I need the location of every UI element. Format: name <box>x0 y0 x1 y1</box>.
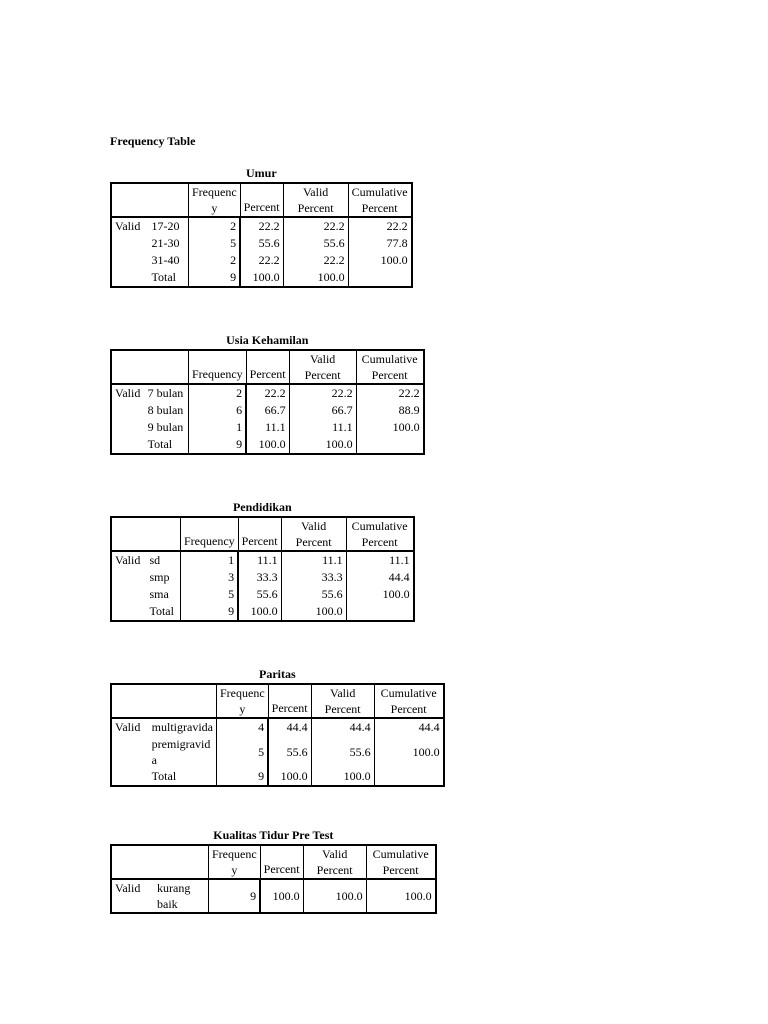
cell-cumulative-percent: 11.1 <box>346 551 414 569</box>
row-label: 7 bulan <box>147 386 184 400</box>
table-row <box>111 402 424 419</box>
cell-frequency: 2 <box>189 384 247 402</box>
table-row <box>111 569 414 586</box>
cell-cumulative-percent: 77.8 <box>348 235 412 252</box>
cell-valid-percent: 66.7 <box>289 402 356 419</box>
cell-frequency: 1 <box>181 551 239 569</box>
row-label: 31-40 <box>151 253 180 267</box>
cell-valid-percent: 22.2 <box>283 252 348 269</box>
row-label: kurang baik <box>157 881 191 911</box>
cell-frequency: 9 <box>209 879 261 913</box>
table-grid <box>110 349 425 455</box>
header-percent: Percent <box>260 845 303 879</box>
table-row <box>111 419 424 436</box>
table-title: Pendidikan <box>232 500 292 514</box>
cell-valid-percent: 55.6 <box>311 736 374 768</box>
cell-percent: 55.6 <box>240 235 283 252</box>
header-corner <box>111 517 181 551</box>
row-group-label: Valid <box>115 881 141 895</box>
cell-frequency: 5 <box>217 736 269 768</box>
header-corner <box>111 684 217 718</box>
cell-percent: 22.2 <box>246 384 289 402</box>
freq-table-usia-kehamilan <box>110 333 425 455</box>
cell-percent: 55.6 <box>238 586 281 603</box>
cell-percent: 100.0 <box>260 879 303 913</box>
cell-cumulative-percent: 88.9 <box>356 402 424 419</box>
header-cumulative-percent: Cumulative Percent <box>374 684 444 718</box>
table-title: Usia Kehamilan <box>226 333 309 347</box>
cell-valid-percent: 11.1 <box>281 551 346 569</box>
cell-percent: 11.1 <box>246 419 289 436</box>
freq-table-paritas <box>110 667 445 787</box>
table-row <box>111 252 412 269</box>
header-frequency: Frequenc y <box>217 684 269 718</box>
cell-percent: 66.7 <box>246 402 289 419</box>
header-percent: Percent <box>246 350 289 384</box>
cell-percent: 100.0 <box>246 436 289 454</box>
header-corner <box>111 845 209 879</box>
cell-frequency: 9 <box>189 269 241 287</box>
table-row <box>111 768 444 786</box>
table-title: Kualitas Tidur Pre Test <box>213 828 334 842</box>
cell-cumulative-percent <box>356 436 424 454</box>
cell-percent: 100.0 <box>268 768 311 786</box>
header-percent: Percent <box>238 517 281 551</box>
table-row <box>111 718 444 736</box>
row-label: Total <box>151 270 176 284</box>
cell-cumulative-percent: 44.4 <box>374 718 444 736</box>
row-label: sd <box>149 553 161 567</box>
header-cumulative-percent: Cumulative Percent <box>348 183 412 217</box>
cell-valid-percent: 100.0 <box>289 436 356 454</box>
header-cumulative-percent: Cumulative Percent <box>346 517 414 551</box>
table-grid <box>110 516 415 622</box>
row-label: premigravid a <box>151 737 211 767</box>
row-group-label: Valid <box>115 720 141 734</box>
header-cumulative-percent: Cumulative Percent <box>366 845 436 879</box>
cell-cumulative-percent: 22.2 <box>356 384 424 402</box>
cell-cumulative-percent <box>348 269 412 287</box>
page-heading: Frequency Table <box>110 134 196 148</box>
row-label: Total <box>151 769 177 783</box>
cell-valid-percent: 55.6 <box>281 586 346 603</box>
table-row <box>111 235 412 252</box>
cell-frequency: 1 <box>189 419 247 436</box>
row-group-label: Valid <box>115 553 141 567</box>
table-grid <box>110 844 437 914</box>
cell-frequency: 9 <box>181 603 239 621</box>
table-row <box>111 879 436 913</box>
cell-valid-percent: 22.2 <box>283 217 348 235</box>
table-row <box>111 586 414 603</box>
row-group-label: Valid <box>115 219 141 233</box>
row-label: Total <box>149 604 174 618</box>
header-corner <box>111 350 189 384</box>
row-label: multigravida <box>151 720 213 734</box>
row-group-label: Valid <box>115 386 141 400</box>
cell-percent: 44.4 <box>268 718 311 736</box>
header-percent: Percent <box>240 183 283 217</box>
cell-percent: 11.1 <box>238 551 281 569</box>
cell-cumulative-percent <box>374 768 444 786</box>
cell-valid-percent: 44.4 <box>311 718 374 736</box>
table-grid <box>110 182 413 288</box>
cell-cumulative-percent: 100.0 <box>356 419 424 436</box>
header-valid-percent: Valid Percent <box>281 517 346 551</box>
cell-valid-percent: 100.0 <box>281 603 346 621</box>
header-corner <box>111 183 189 217</box>
cell-percent: 33.3 <box>238 569 281 586</box>
cell-cumulative-percent: 22.2 <box>348 217 412 235</box>
cell-valid-percent: 22.2 <box>289 384 356 402</box>
cell-cumulative-percent <box>346 603 414 621</box>
cell-frequency: 5 <box>181 586 239 603</box>
cell-cumulative-percent: 100.0 <box>348 252 412 269</box>
cell-valid-percent: 33.3 <box>281 569 346 586</box>
header-frequency: Frequency <box>189 350 247 384</box>
cell-cumulative-percent: 44.4 <box>346 569 414 586</box>
row-label: 21-30 <box>151 236 180 250</box>
cell-frequency: 9 <box>217 768 269 786</box>
freq-table-umur <box>110 166 413 288</box>
cell-frequency: 2 <box>189 217 241 235</box>
header-frequency: Frequenc y <box>189 183 241 217</box>
header-valid-percent: Valid Percent <box>311 684 374 718</box>
cell-valid-percent: 11.1 <box>289 419 356 436</box>
table-grid <box>110 683 445 787</box>
cell-cumulative-percent: 100.0 <box>366 879 436 913</box>
cell-percent: 55.6 <box>268 736 311 768</box>
header-frequency: Frequenc y <box>209 845 261 879</box>
row-label: 9 bulan <box>147 420 184 434</box>
header-valid-percent: Valid Percent <box>283 183 348 217</box>
cell-cumulative-percent: 100.0 <box>346 586 414 603</box>
cell-frequency: 4 <box>217 718 269 736</box>
row-label: Total <box>147 437 173 451</box>
row-label: 17-20 <box>151 219 180 233</box>
cell-valid-percent: 100.0 <box>283 269 348 287</box>
row-label: sma <box>149 587 169 601</box>
table-row <box>111 436 424 454</box>
table-title: Umur <box>245 166 277 180</box>
header-cumulative-percent: Cumulative Percent <box>356 350 424 384</box>
table-row <box>111 384 424 402</box>
header-frequency: Frequency <box>181 517 239 551</box>
freq-table-kualitas-tidur <box>110 828 437 914</box>
header-percent: Percent <box>268 684 311 718</box>
table-title: Paritas <box>259 667 296 681</box>
row-label: smp <box>149 570 170 584</box>
cell-frequency: 2 <box>189 252 241 269</box>
cell-frequency: 9 <box>189 436 247 454</box>
table-row <box>111 551 414 569</box>
cell-valid-percent: 100.0 <box>311 768 374 786</box>
header-valid-percent: Valid Percent <box>289 350 356 384</box>
cell-percent: 100.0 <box>240 269 283 287</box>
cell-percent: 22.2 <box>240 252 283 269</box>
cell-cumulative-percent: 100.0 <box>374 736 444 768</box>
cell-frequency: 5 <box>189 235 241 252</box>
cell-valid-percent: 55.6 <box>283 235 348 252</box>
cell-frequency: 3 <box>181 569 239 586</box>
cell-valid-percent: 100.0 <box>303 879 366 913</box>
cell-percent: 22.2 <box>240 217 283 235</box>
table-row <box>111 269 412 287</box>
table-row <box>111 217 412 235</box>
header-valid-percent: Valid Percent <box>303 845 366 879</box>
table-row <box>111 736 444 768</box>
freq-table-pendidikan <box>110 500 415 622</box>
cell-frequency: 6 <box>189 402 247 419</box>
row-label: 8 bulan <box>147 403 184 417</box>
table-row <box>111 603 414 621</box>
cell-percent: 100.0 <box>238 603 281 621</box>
